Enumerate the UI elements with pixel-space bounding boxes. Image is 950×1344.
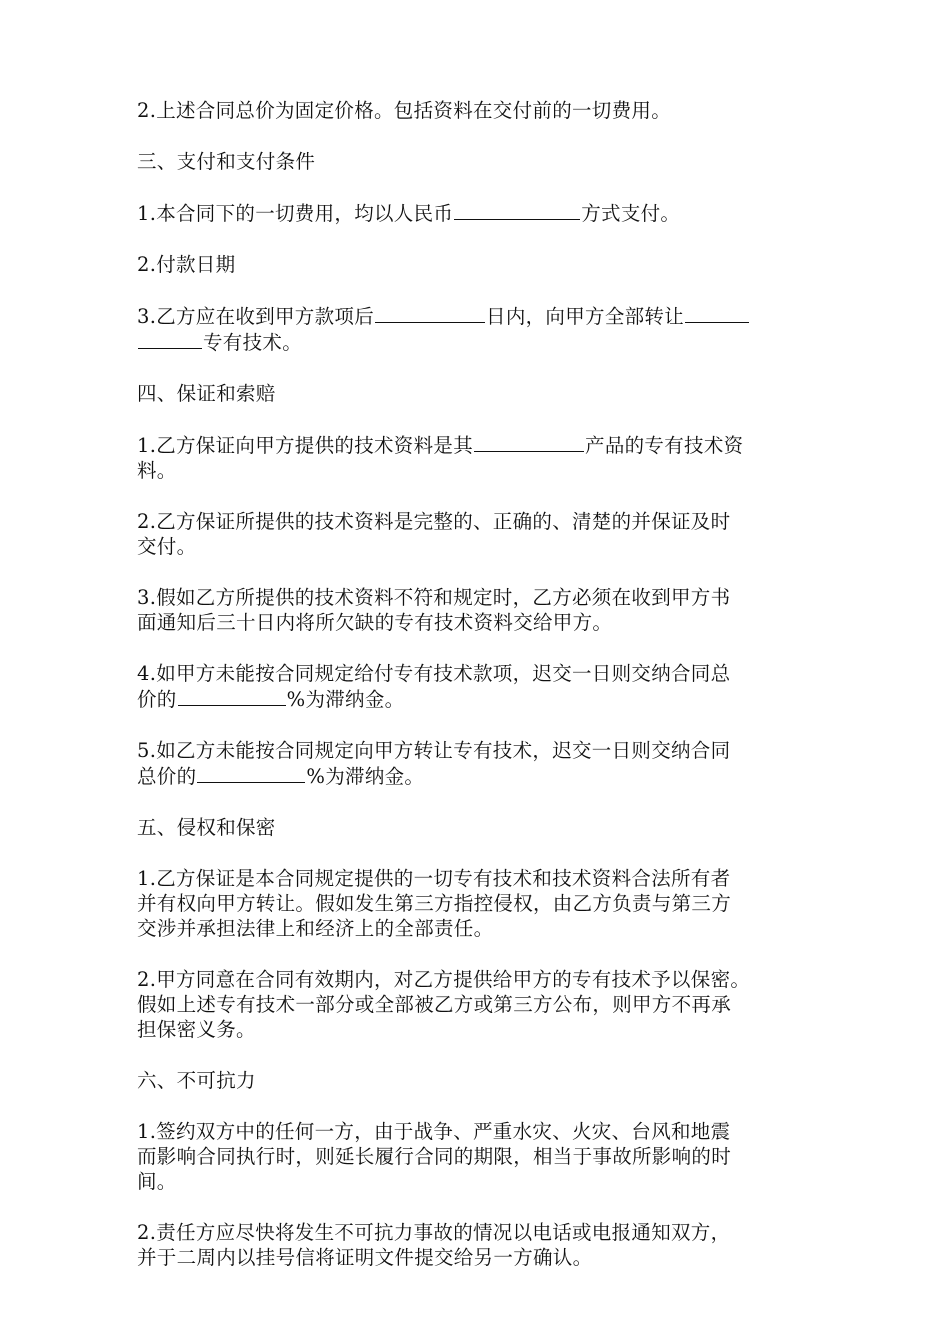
paragraph-confidentiality <box>137 967 837 1042</box>
text-line: 2.上述合同总价为固定价格。包括资料在交付前的一切费用。 <box>137 99 672 122</box>
text-line: 交付。 <box>137 535 197 558</box>
text-line: 间。 <box>137 1170 177 1193</box>
paragraph-legal-ownership <box>137 866 837 941</box>
text-segment: %为滞纳金。 <box>306 765 425 788</box>
fill-in-blank <box>375 303 485 323</box>
fill-in-blank <box>197 763 305 783</box>
section-heading: 三、支付和支付条件 <box>137 150 316 173</box>
paragraph-total-price-fixed <box>137 98 837 123</box>
paragraph-party-a-late-fee <box>137 661 837 712</box>
text-segment: %为滞纳金。 <box>286 688 405 711</box>
text-segment: 1.本合同下的一切费用，均以人民币 <box>137 202 454 225</box>
text-line: 1.乙方保证是本合同规定提供的一切专有技术和技术资料合法所有者 <box>137 867 731 890</box>
text-line: 2.责任方应尽快将发生不可抗力事故的情况以电话或电报通知双方， <box>137 1221 731 1244</box>
text-line <box>137 432 837 458</box>
heading-infringement-confidentiality <box>137 815 837 840</box>
text-segment: 总价的 <box>137 765 197 788</box>
text-line: 交涉并承担法律上和经济上的全部责任。 <box>137 917 494 940</box>
fill-in-blank <box>178 686 286 706</box>
text-line: 并于二周内以挂号信将证明文件提交给另一方确认。 <box>137 1246 593 1269</box>
text-line: 1.签约双方中的任何一方，由于战争、严重水灾、火灾、台风和地震 <box>137 1120 731 1143</box>
text-line: 3.假如乙方所提供的技术资料不符和规定时，乙方必须在收到甲方书 <box>137 586 731 609</box>
text-line <box>137 763 837 789</box>
text-line <box>137 329 837 355</box>
paragraph-nonconforming-materials <box>137 585 837 635</box>
text-line: 面通知后三十日内将所欠缺的专有技术资料交给甲方。 <box>137 611 613 634</box>
text-line: 2.乙方保证所提供的技术资料是完整的、正确的、清楚的并保证及时 <box>137 510 731 533</box>
fill-in-blank <box>685 303 749 323</box>
heading-payment-terms <box>137 149 837 174</box>
text-line: 并有权向甲方转让。假如发生第三方指控侵权，由乙方负责与第三方 <box>137 892 732 915</box>
text-segment: 日内，向甲方全部转让 <box>486 305 685 328</box>
text-segment: 价的 <box>137 688 177 711</box>
fill-in-blank <box>138 329 202 349</box>
text-line: 2.甲方同意在合同有效期内，对乙方提供给甲方的专有技术予以保密。 <box>137 968 751 991</box>
paragraph-payment-date <box>137 252 837 277</box>
text-segment: 1.乙方保证向甲方提供的技术资料是其 <box>137 434 474 457</box>
fill-in-blank <box>454 200 580 220</box>
text-line: 担保密义务。 <box>137 1018 256 1041</box>
section-heading: 五、侵权和保密 <box>137 816 276 839</box>
text-segment: 专有技术。 <box>203 331 303 354</box>
text-line: 4.如甲方未能按合同规定给付专有技术款项，迟交一日则交纳合同总 <box>137 662 731 685</box>
text-segment: 方式支付。 <box>581 202 681 225</box>
paragraph-warranty-proprietary <box>137 432 837 483</box>
fill-in-blank <box>474 432 584 452</box>
paragraph-payment-currency <box>137 200 837 226</box>
text-line: 5.如乙方未能按合同规定向甲方转让专有技术，迟交一日则交纳合同 <box>137 739 731 762</box>
paragraph-transfer-deadline <box>137 303 837 355</box>
heading-warranty-claims <box>137 381 837 406</box>
section-heading: 四、保证和索赔 <box>137 382 276 405</box>
paragraph-party-b-late-fee <box>137 738 837 789</box>
document-body <box>137 98 837 1296</box>
text-line: 料。 <box>137 459 177 482</box>
paragraph-force-majeure-extension <box>137 1119 837 1194</box>
text-segment: 3.乙方应在收到甲方款项后 <box>137 305 375 328</box>
heading-force-majeure <box>137 1068 837 1093</box>
paragraph-warranty-complete <box>137 509 837 559</box>
text-line <box>137 200 837 226</box>
text-line: 假如上述专有技术一部分或全部被乙方或第三方公布，则甲方不再承 <box>137 993 732 1016</box>
text-segment: 产品的专有技术资 <box>585 434 744 457</box>
text-line: 2.付款日期 <box>137 253 236 276</box>
section-heading: 六、不可抗力 <box>137 1069 256 1092</box>
paragraph-force-majeure-notice <box>137 1220 837 1270</box>
text-line <box>137 686 837 712</box>
text-line: 而影响合同执行时，则延长履行合同的期限，相当于事故所影响的时 <box>137 1145 732 1168</box>
text-line <box>137 303 837 329</box>
